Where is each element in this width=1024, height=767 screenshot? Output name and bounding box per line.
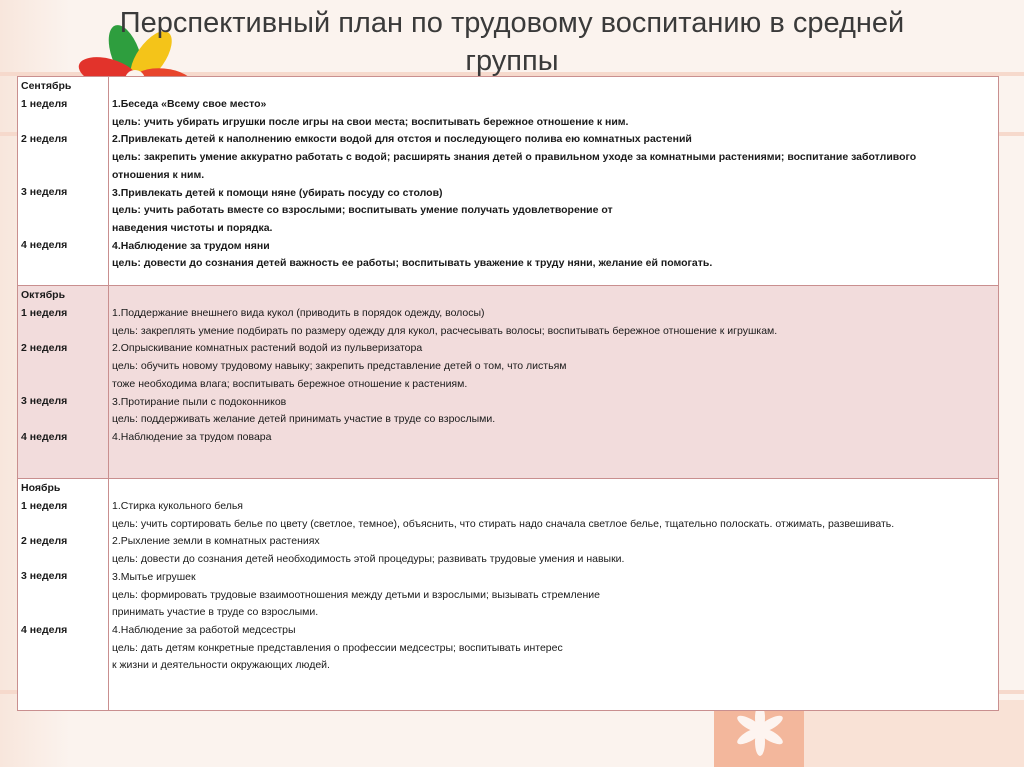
- plan-line: 1.Беседа «Всему свое место»: [112, 98, 267, 110]
- plan-line: 2.Привлекать детей к наполнению емкости водой для отстоя и последующего полива ею комнатных растений: [112, 133, 692, 146]
- week-label: 3 неделя: [21, 395, 68, 408]
- plan-line: цель: довести до сознания детей важность ее работы; воспитывать уважение к труду няни, желание ей помогать.: [112, 257, 713, 270]
- month-row-september: [18, 77, 999, 286]
- weeks-cell: [18, 286, 109, 479]
- weeks-cell: [18, 77, 109, 286]
- month-name: Ноябрь: [21, 482, 61, 494]
- plan-line: цель: учить работать вместе со взрослыми; воспитывать умение получать удовлетворение от: [112, 204, 613, 217]
- week-label: 2 неделя: [21, 133, 68, 146]
- plan-line: цель: закрепить умение аккуратно работать с водой; расширять знания детей о правильном уходе за комнатными растениями; воспитание заботливого: [112, 151, 917, 164]
- plan-line: цель: формировать трудовые взаимоотношения между детьми и взрослыми; вызывать стремление: [112, 588, 600, 601]
- plan-line: 2.Рыхление земли в комнатных растениях: [112, 535, 320, 548]
- plan-line: цель: закреплять умение подбирать по размеру одежду для кукол, расчесывать волосы; воспитывать бережное отношение к игрушкам.: [112, 324, 778, 337]
- week-label: 2 неделя: [21, 342, 68, 355]
- plan-line: принимать участие в труде со взрослыми.: [112, 606, 319, 619]
- plan-line: 1.Поддержание внешнего вида кукол (приводить в порядок одежду, волосы): [112, 307, 485, 319]
- content-cell: [109, 479, 999, 711]
- plan-line: цель: обучить новому трудовому навыку; закрепить представление детей о том, что листьям: [112, 360, 567, 373]
- weeks-cell: [18, 479, 109, 711]
- plan-line: цель: поддерживать желание детей принимать участие в труде со взрослыми.: [112, 413, 496, 426]
- month-name: Октябрь: [21, 289, 66, 301]
- plan-line: 2.Опрыскивание комнатных растений водой из пульверизатора: [112, 342, 423, 355]
- title-line-1: Перспективный план по трудовому воспитанию в средней: [119, 7, 905, 39]
- content-cell: [109, 77, 999, 286]
- week-label: 4 неделя: [21, 239, 68, 252]
- plan-line: цель: дать детям конкретные представления о профессии медсестры; воспитывать интерес: [112, 641, 563, 654]
- plan-line: 4.Наблюдение за работой медсестры: [112, 623, 296, 636]
- page-title: [0, 4, 1024, 80]
- plan-line: 3.Привлекать детей к помощи няне (убирать посуду со столов): [112, 186, 443, 199]
- week-label: 1 неделя: [21, 97, 68, 110]
- content-cell: [109, 286, 999, 479]
- plan-line: к жизни и деятельности окружающих людей.: [112, 659, 330, 672]
- plan-line: 4.Наблюдение за трудом няни: [112, 239, 270, 252]
- plan-line: 3.Протирание пыли с подоконников: [112, 395, 287, 408]
- plan-line: цель: довести до сознания детей необходимость этой процедуры; развивать трудовые умения и навыки.: [112, 553, 625, 566]
- week-label: 2 неделя: [21, 535, 68, 548]
- month-row-november: [18, 479, 999, 711]
- plan-line: 3.Мытье игрушек: [112, 570, 196, 583]
- plan-line: наведения чистоты и порядка.: [112, 221, 273, 234]
- week-label: 3 неделя: [21, 186, 68, 199]
- title-line-2: группы: [465, 45, 559, 77]
- plan-line: отношения к ним.: [112, 168, 205, 181]
- plan-table: [17, 76, 999, 711]
- week-label: 4 неделя: [21, 623, 68, 636]
- plan-line: 1.Стирка кукольного белья: [112, 500, 243, 512]
- week-label: 1 неделя: [21, 306, 68, 319]
- week-label: 4 неделя: [21, 430, 68, 443]
- plan-line: цель: учить сортировать белье по цвету (светлое, темное), объяснить, что стирать надо сначала светлое белье, тщательно полоскать. отжимать, развешивать.: [112, 517, 895, 530]
- week-label: 1 неделя: [21, 499, 68, 512]
- month-name: Сентябрь: [21, 80, 72, 92]
- plan-line: цель: учить убирать игрушки после игры на свои места; воспитывать бережное отношение к ним.: [112, 115, 629, 128]
- month-row-october: [18, 286, 999, 479]
- week-label: 3 неделя: [21, 570, 68, 583]
- plan-line: тоже необходима влага; воспитывать бережное отношение к растениям.: [112, 377, 468, 390]
- plan-line: 4.Наблюдение за трудом повара: [112, 430, 272, 443]
